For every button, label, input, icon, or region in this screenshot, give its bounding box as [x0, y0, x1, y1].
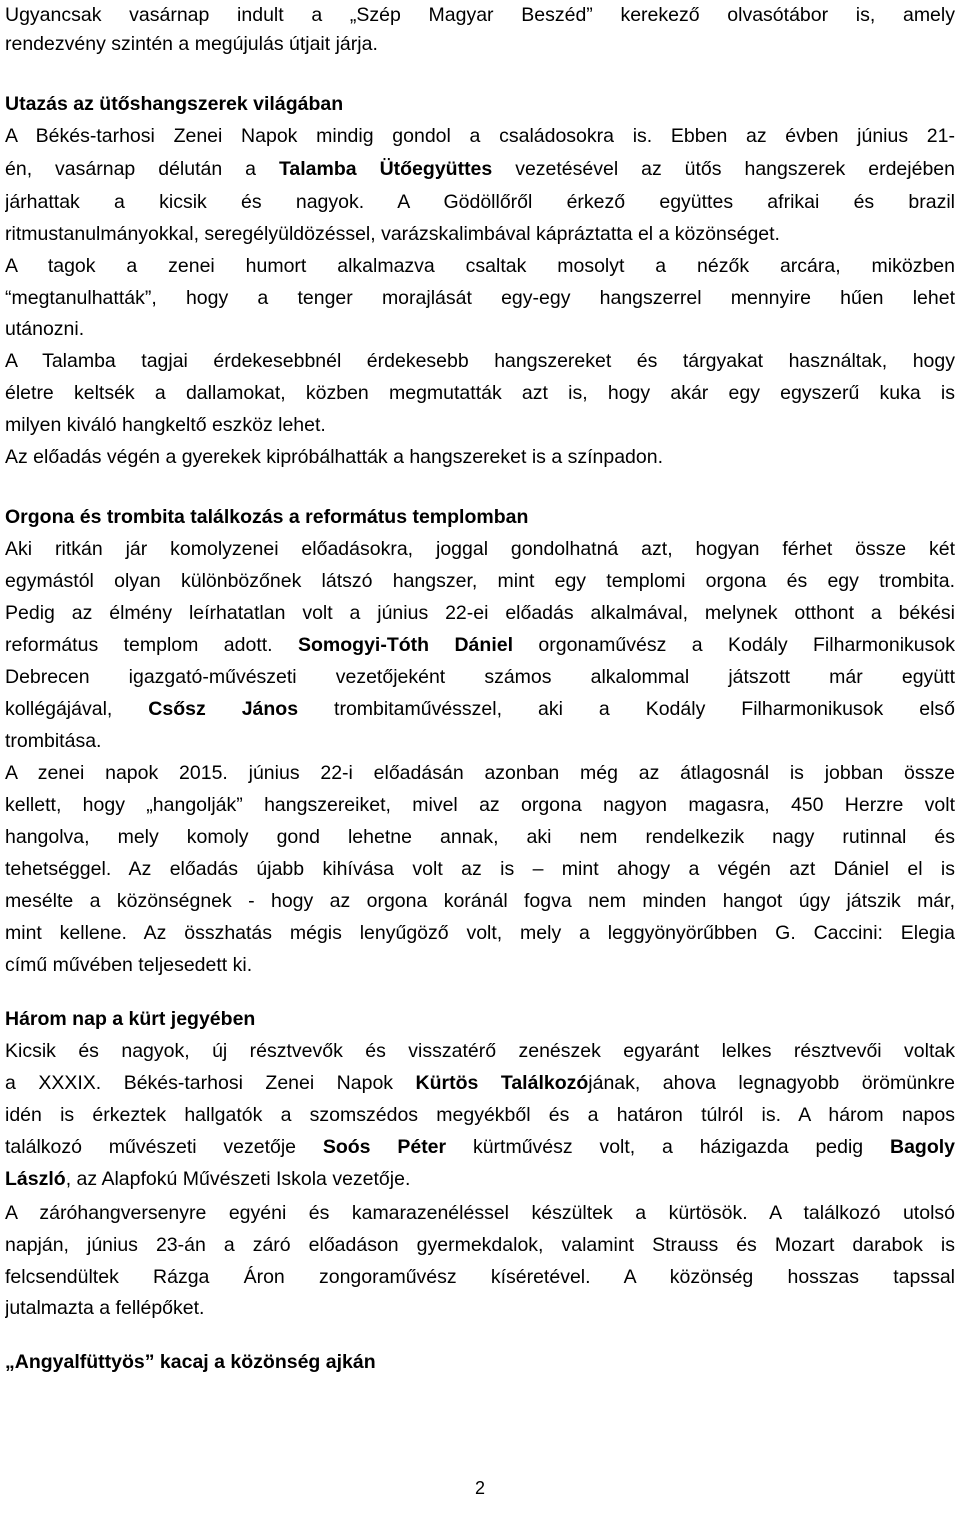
paragraph-line: rendezvény szintén a megújulás útjait járja.: [5, 33, 378, 55]
text-run: találkozó művészeti vezetője: [5, 1136, 323, 1158]
section-heading: Három nap a kürt jegyében: [5, 1008, 256, 1030]
section-heading: Orgona és trombita találkozás a református templomban: [5, 506, 529, 528]
text-run: vezetésével az ütős hangszerek erdejében: [492, 158, 955, 180]
text-run: trombitaművésszel, aki a Kodály Filharmonikusok első: [298, 698, 955, 720]
paragraph-line: jutalmazta a fellépőket.: [5, 1297, 205, 1319]
paragraph-line: A zenei napok 2015. június 22-i előadásán azonban még az átlagosnál is jobban össze: [5, 762, 955, 784]
text-run: , az Alapfokú Művészeti Iskola vezetője.: [65, 1168, 411, 1190]
paragraph-line: Debrecen igazgató-művészeti vezetőjeként számos alkalommal játszott már együtt: [5, 666, 955, 688]
paragraph-line: egymástól olyan különbözőnek látszó hangszer, mint egy templomi orgona és egy trombita.: [5, 570, 955, 592]
paragraph-line: kellett, hogy „hangolják” hangszereiket, mivel az orgona nagyon magasra, 450 Herzre volt: [5, 794, 955, 816]
paragraph-line: A záróhangversenyre egyéni és kamarazenéléssel készültek a kürtösök. A találkozó utolsó: [5, 1202, 955, 1224]
performer-name: Csősz János: [148, 698, 299, 720]
section-heading: „Angyalfüttyös” kacaj a közönség ajkán: [5, 1351, 376, 1373]
text-run: kürtművész volt, a házigazda pedig: [446, 1136, 890, 1158]
text-run: a XXXIX. Békés-tarhosi Zenei Napok: [5, 1072, 416, 1094]
paragraph-line: [5, 154, 955, 184]
paragraph-line: Az előadás végén a gyerekek kipróbálhatták a hangszereket is a színpadon.: [5, 446, 664, 468]
paragraph-line: [5, 694, 955, 724]
paragraph-line: [5, 1068, 955, 1098]
paragraph-line: trombitása.: [5, 730, 102, 752]
paragraph-line: felcsendültek Rázga Áron zongoraművész kíséretével. A közönség hosszas tapssal: [5, 1266, 955, 1288]
text-run: én, vasárnap délután a: [5, 158, 279, 180]
paragraph-line: idén is érkeztek hallgatók a szomszédos megyékből és a határon túlról is. A három napos: [5, 1104, 955, 1126]
section-heading: Utazás az ütőshangszerek világában: [5, 93, 344, 115]
person-name: László: [5, 1168, 66, 1190]
page-number: 2: [474, 1478, 485, 1498]
paragraph-line: Aki ritkán jár komolyzenei előadásokra, joggal gondolhatná azt, hogyan férhet össze két: [5, 538, 955, 560]
paragraph-line: milyen kiváló hangkeltő eszköz lehet.: [5, 414, 326, 436]
event-name: Kürtös Találkozó: [415, 1072, 589, 1094]
text-run: jának, ahova legnagyobb örömünkre: [588, 1072, 955, 1094]
paragraph-line: utánozni.: [5, 318, 85, 340]
text-run: orgonaművész a Kodály Filharmonikusok: [513, 634, 955, 656]
paragraph-line: A Talamba tagjai érdekesebbnél érdekesebb hangszereket és tárgyakat használtak, hogy: [5, 350, 955, 372]
paragraph-line: tehetséggel. Az előadás újabb kihívása volt az is – mint ahogy a végén azt Dániel el is: [5, 858, 955, 880]
paragraph-line: járhattak a kicsik és nagyok. A Gödöllőről érkező együttes afrikai és brazil: [5, 191, 955, 213]
paragraph-line: mint kellene. Az összhatás mégis lenyűgöző volt, mely a leggyönyörűbben G. Caccini: Elegia: [5, 922, 955, 944]
text-run: kollégájával,: [5, 698, 149, 720]
person-name: Soós Péter: [322, 1136, 447, 1158]
ensemble-name: Talamba Ütőegyüttes: [278, 158, 493, 180]
paragraph-line: Ugyancsak vasárnap indult a „Szép Magyar Beszéd” kerekező olvasótábor is, amely: [5, 4, 955, 26]
paragraph-line: [5, 1164, 955, 1194]
paragraph-line: napján, június 23-án a záró előadáson gyermekdalok, valamint Strauss és Mozart darabok is: [5, 1234, 955, 1256]
performer-name: Somogyi-Tóth Dániel: [298, 634, 513, 656]
paragraph-line: Pedig az élmény leírhatatlan volt a június 22-ei előadás alkalmával, melynek otthont a békési: [5, 602, 955, 624]
paragraph-line: című művében teljesedett ki.: [5, 954, 253, 976]
paragraph-line: mesélte a közönségnek - hogy az orgona koránál fogva nem minden hangot úgy játszik már,: [5, 890, 955, 912]
paragraph-line: A Békés-tarhosi Zenei Napok mindig gondol a családosokra is. Ebben az évben június 21-: [5, 125, 955, 147]
paragraph-line: A tagok a zenei humort alkalmazva csaltak mosolyt a nézők arcára, miközben: [5, 255, 955, 277]
text-run: református templom adott.: [5, 634, 298, 656]
paragraph-line: életre keltsék a dallamokat, közben megmutatták azt is, hogy akár egy egyszerű kuka is: [5, 382, 955, 404]
paragraph-line: [5, 1132, 955, 1162]
paragraph-line: [5, 630, 955, 660]
person-name: Bagoly: [889, 1136, 955, 1158]
paragraph-line: “megtanulhatták”, hogy a tenger morajlását egy-egy hangszerrel mennyire hűen lehet: [5, 287, 955, 309]
paragraph-line: ritmustanulmányokkal, seregélyüldözéssel, varázskalimbával kápráztatta el a közönséget.: [5, 223, 780, 245]
paragraph-line: hangolva, mely komoly gond lehetne annak, aki nem rendelkezik nagy rutinnal és: [5, 826, 955, 848]
paragraph-line: Kicsik és nagyok, új résztvevők és visszatérő zenészek egyaránt lelkes résztvevői voltak: [5, 1040, 955, 1062]
